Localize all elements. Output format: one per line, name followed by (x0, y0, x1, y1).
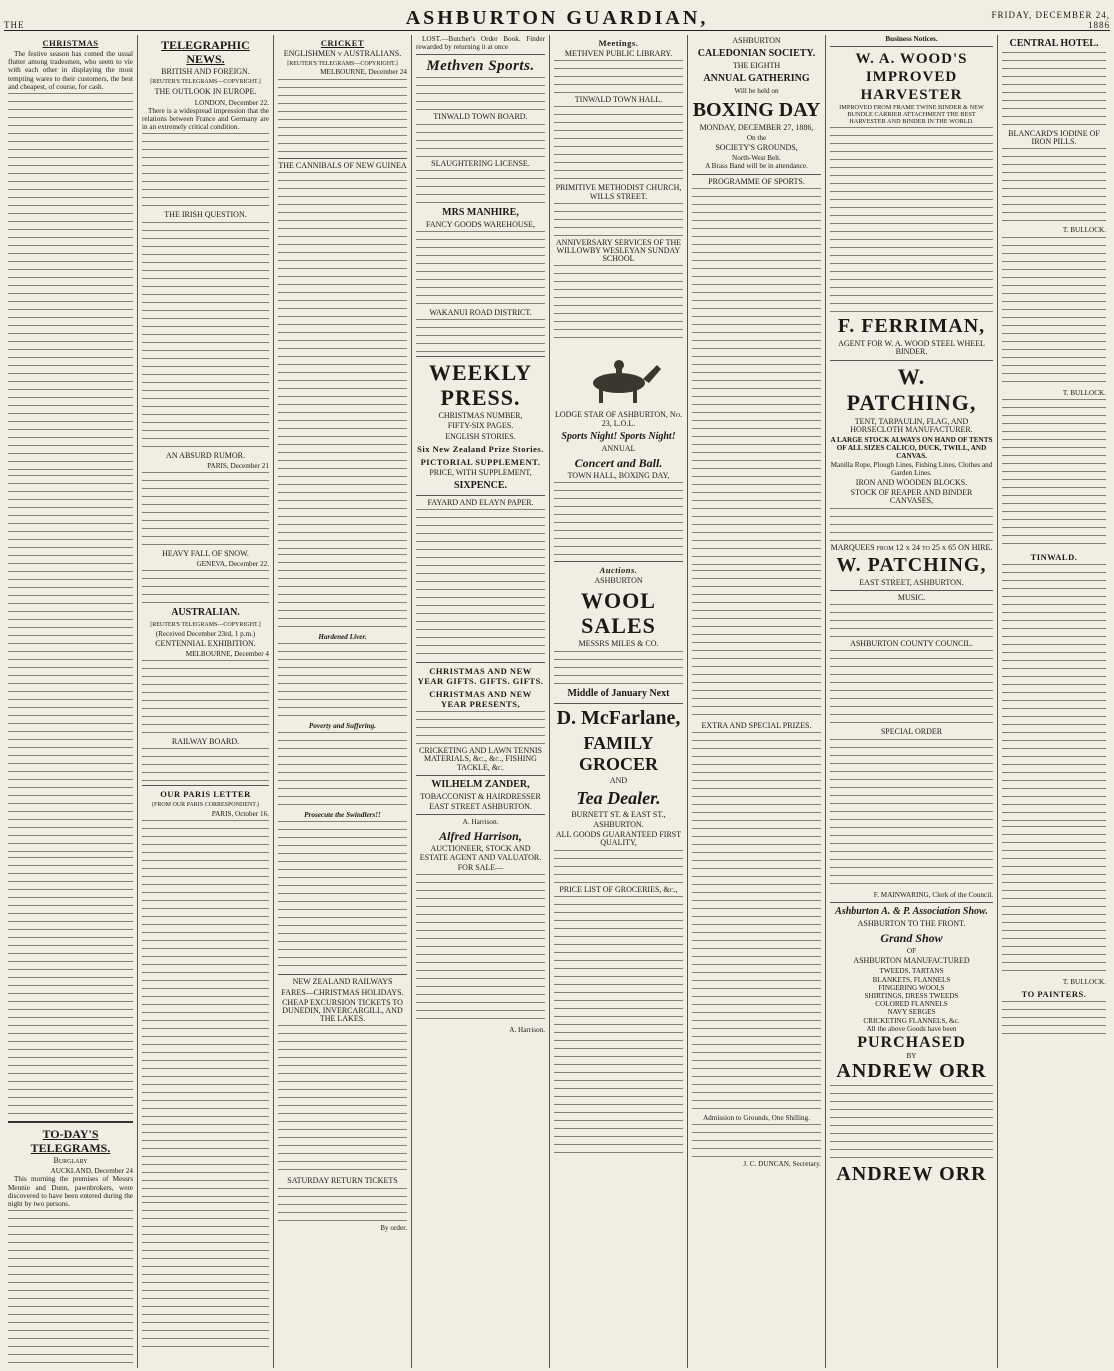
heading-absurd-rumor: AN ABSURD RUMOR. (166, 450, 245, 460)
column-7 (826, 35, 998, 1368)
subheading-burnett: BURNETT ST. & EAST ST., (571, 809, 666, 819)
subheading-manilla: Manilla Rope, Plough Lines, Fishing Lines, Clothes and Garden Lines. (830, 460, 993, 477)
heading-irish: THE IRISH QUESTION. (164, 210, 247, 220)
subheading-to-front: ASHBURTON TO THE FRONT. (857, 918, 966, 928)
masthead-title: ASHBURTON GUARDIAN, (405, 7, 709, 29)
body-text (416, 509, 545, 659)
subheading-miles: MESSRS MILES & CO. (578, 639, 659, 649)
heading-paris-letter: OUR PARIS LETTER (160, 789, 251, 800)
heading-association: Ashburton A. & P. Association Show. (835, 905, 988, 917)
heading-caledonian: CALEDONIAN SOCIETY. (697, 48, 816, 60)
subheading-for-sale: FOR SALE— (457, 862, 504, 872)
heading-andrew-orr: ANDREW ORR (836, 1060, 987, 1083)
column-1 (4, 35, 138, 1368)
subheading-will-be: Will be held on (734, 87, 779, 96)
divider (830, 46, 993, 47)
heading-tinwald: TINWALD. (1030, 551, 1078, 562)
body-text (8, 1210, 133, 1368)
body-text (1002, 148, 1106, 224)
brass-band-note: A Brass Band will be in attendance. (705, 162, 808, 171)
dateline: AUCKLAND, December 24 (50, 1167, 133, 1176)
heading-fayard: FAYARD AND ELAYN PAPER. (427, 498, 534, 508)
programme-list (692, 570, 821, 720)
column-8 (998, 35, 1110, 1368)
subheading-all-goods: ALL GOODS GUARANTEED FIRST QUALITY, (555, 830, 682, 848)
heading-extra-prizes: EXTRA AND SPECIAL PRIZES. (701, 720, 812, 730)
divider (830, 360, 993, 361)
body-text (142, 570, 269, 604)
heading-lodge: LODGE STAR OF ASHBURTON, No. 23, L.O.L. (554, 410, 683, 428)
subheading-ashburton-2: ASHBURTON. (593, 820, 644, 830)
signature-bullock-3: T. BULLOCK. (1062, 977, 1106, 986)
subheading-middle-january: Middle of January Next (567, 687, 670, 699)
heading-poverty: Poverty and Suffering. (308, 722, 377, 731)
heading-gifts: CHRISTMAS AND NEW YEAR GIFTS. GIFTS. GIFTS. (417, 666, 544, 687)
body-text (554, 106, 683, 182)
body-text (416, 170, 545, 204)
body-text (278, 732, 407, 808)
body-text (416, 874, 545, 1024)
subheading-presents: CHRISTMAS AND NEW YEAR PRESENTS, (429, 689, 532, 710)
subheading-burglary: Burglary (53, 1156, 88, 1166)
body-text (142, 1202, 269, 1352)
subheading-north-west: North-West Belt. (732, 154, 781, 163)
subheading-manufactured: ASHBURTON MANUFACTURED (853, 956, 970, 966)
body-text (554, 60, 683, 94)
body-text (554, 203, 683, 237)
heading-cannibals: THE CANNIBALS OF NEW GUINEA (278, 160, 407, 170)
subheading-ashburton: ASHBURTON (732, 36, 781, 45)
subheading-grounds: SOCIETY'S GROUNDS, (715, 143, 798, 153)
heading-alfred-harrison: Alfred Harrison, (439, 829, 522, 844)
heading-hardened-liver: Hardened Liver. (318, 632, 367, 641)
divider (554, 703, 683, 704)
heading-tinwald-board: TINWALD TOWN BOARD. (433, 112, 528, 122)
telegrams-text: This morning the premises of Messrs Mennie and Dunn, pawnbrokers, were discovered to have been entered during the night by two persons. (8, 1175, 133, 1209)
column-5 (550, 35, 688, 1368)
list-item: COLORED FLANNELS (875, 1000, 948, 1009)
subheading-east-street: EAST STREET ASHBURTON. (429, 802, 532, 812)
divider (830, 902, 993, 903)
column-4 (412, 35, 550, 1368)
subheading-tinwald-hall: TINWALD TOWN HALL. (574, 95, 663, 105)
body-text (142, 820, 269, 1200)
column-2 (138, 35, 274, 1368)
heading-purchased: PURCHASED (857, 1034, 966, 1052)
body-text (278, 821, 407, 971)
subheading-monday: MONDAY, DECEMBER 27, 1886, (699, 122, 814, 132)
heading-railway-board: RAILWAY BOARD. (171, 737, 240, 747)
body-text (554, 651, 683, 685)
dateline-paris-2: PARIS, October 16. (211, 809, 269, 818)
heading-snow: HEAVY FALL OF SNOW. (162, 549, 249, 559)
list-item: TWEEDS, TARTANS (879, 967, 944, 976)
body-text (416, 124, 545, 158)
heading-family-grocer: FAMILY GROCER (578, 732, 658, 774)
body-text (416, 231, 545, 307)
body-text (416, 77, 545, 111)
subheading-auctioneer: AUCTIONEER, STOCK AND ESTATE AGENT AND VALUATOR. (419, 844, 542, 862)
subheading-six-stories: Six New Zealand Prize Stories. (417, 443, 544, 454)
body-text (416, 319, 545, 353)
subheading-agent: AGENT FOR W. A. WOOD STEEL WHEEL BINDER. (838, 339, 985, 357)
subheading-centennial: CENTENNIAL EXHIBITION. (155, 638, 256, 648)
heading-methven-sports: Methven Sports. (426, 58, 535, 75)
classified-ads (1002, 399, 1106, 549)
harrison-top: A. Harrison. (462, 818, 499, 827)
heading-weekly-press: WEEKLY PRESS. (428, 360, 532, 411)
subheading-cricket: ENGLISHMEN v AUSTRALIANS. (283, 49, 402, 58)
copyright-note-2: [REUTER'S TELEGRAMS—COPYRIGHT.] (150, 622, 261, 629)
horse-rider-icon (559, 345, 679, 407)
heading-auctions: Auctions. (599, 565, 638, 576)
received-note: (Received December 23rd, 1 p.m.) (155, 629, 256, 638)
heading-programme: PROGRAMME OF SPORTS. (708, 176, 805, 186)
admission-note: Admission to Grounds, One Shilling. (702, 1114, 811, 1123)
divider (416, 662, 545, 663)
heading-methodist: PRIMITIVE METHODIST CHURCH, WILLS STREET. (555, 183, 682, 201)
heading-concert-ball: Concert and Ball. (574, 456, 663, 471)
body-text (830, 650, 993, 726)
body-text (278, 1025, 407, 1175)
subheading-east-street: EAST STREET, ASHBURTON. (859, 577, 964, 587)
columns (4, 35, 1110, 1368)
body-text (278, 1188, 407, 1222)
subheading-eighth: THE EIGHTH (732, 61, 781, 71)
divider (554, 561, 683, 562)
subheading-iron-blocks: IRON AND WOODEN BLOCKS. (855, 478, 968, 488)
subheading-methven-library: METHVEN PUBLIC LIBRARY. (564, 49, 673, 58)
body-text (554, 265, 683, 341)
subheading-reaper: STOCK OF REAPER AND BINDER CANVASES, (850, 488, 973, 506)
programme-list (692, 188, 821, 568)
masthead (4, 6, 1110, 31)
body-text (1002, 52, 1106, 128)
heading-grand-show: Grand Show (880, 931, 943, 946)
list-item: CRICKETING FLANNELS, &c. (863, 1016, 960, 1025)
heading-county-council: ASHBURTON COUNTY COUNCIL. (850, 639, 973, 649)
body-text (416, 711, 545, 745)
classified-ads (1002, 564, 1106, 824)
column-3 (274, 35, 412, 1368)
heading-telegraphic-news: TELEGRAPHIC NEWS. (161, 38, 250, 66)
divider (416, 356, 545, 357)
heading-wood-harvester: W. A. WOOD'S IMPROVED HARVESTER (855, 51, 968, 104)
body-text (142, 748, 269, 782)
subheading-marquees: MARQUEES from 12 x 24 to 25 x 65 ON HIRE. (830, 542, 993, 552)
heading-todays-telegrams: TO-DAY'S TELEGRAMS. (30, 1127, 111, 1156)
divider (692, 174, 821, 175)
heading-mcfarlane: D. McFarlane, (556, 706, 681, 729)
signature-bullock: T. BULLOCK. (1062, 226, 1106, 235)
divider (416, 495, 545, 496)
heading-sports-night: Sports Night! Sports Night! (561, 430, 676, 442)
heading-patching-2: W. PATCHING, (836, 553, 987, 576)
subheading-tent: TENT, TARPAULIN, FLAG, AND HORSECLOTH MANUFACTURER. (850, 416, 973, 434)
heading-blancard: BLANCARD'S IODINE OF IRON PILLS. (1008, 129, 1100, 147)
dateline-melbourne: MELBOURNE, December 4 (185, 650, 269, 659)
heading-zander: WILHELM ZANDER, (431, 778, 530, 790)
heading-outlook: THE OUTLOOK IN EUROPE. (154, 87, 257, 97)
heading-christmas: CHRISTMAS (42, 38, 99, 48)
body-text (278, 643, 407, 719)
heading-mrs-manhire: MRS MANHIRE, (442, 206, 519, 218)
body-text (8, 857, 133, 1117)
heading-music: MUSIC. (897, 593, 926, 603)
body-text (830, 1085, 993, 1161)
dateline-paris: PARIS, December 21 (207, 461, 269, 470)
subheading-on-the: On the (746, 133, 767, 142)
column-6 (688, 35, 826, 1368)
list-item: BLANKETS, FLANNELS (872, 975, 951, 984)
divider (416, 814, 545, 815)
masthead-left: THE (4, 20, 25, 30)
subheading-all-above: All the above Goods have been (866, 1024, 957, 1033)
body-text (278, 554, 407, 630)
signature-mainwaring: F. MAINWARING, Clerk of the Council. (873, 890, 993, 899)
body-text (278, 79, 407, 155)
masthead-date: FRIDAY, DECEMBER 24, 1886 (991, 10, 1110, 30)
subheading-cricketing: CRICKETING AND LAWN TENNIS MATERIALS, &c., &c., FISHING TACKLE, &c. (419, 746, 542, 772)
body-text (142, 133, 269, 209)
subheading-sixpence: SIXPENCE. (453, 480, 508, 492)
body-text (830, 604, 993, 638)
body-text (554, 482, 683, 558)
outlook-text: There is a widespread impression that the relations between France and Germany are in an extremely critical condition. (142, 106, 269, 132)
business-notices-title: Business Notices. (885, 35, 938, 43)
from-note: (FROM OUR PARIS CORRESPONDENT.) (151, 802, 260, 809)
subheading-ashburton: ASHBURTON (594, 576, 643, 586)
heading-meetings: Meetings. (598, 38, 639, 48)
body-text (142, 374, 269, 450)
signature: A. Harrison. (509, 1026, 545, 1035)
body-text (692, 1124, 821, 1158)
list-item: SHIRTINGS, DRESS TWEEDS (864, 992, 959, 1001)
dateline-melbourne: MELBOURNE, December 24 (320, 68, 407, 77)
heading-prosecute: Prosecute the Swindlers!! (304, 811, 381, 820)
body-text (8, 475, 133, 855)
body-text (830, 739, 993, 889)
subheading-christmas-number: CHRISTMAS NUMBER, (438, 411, 523, 421)
heading-cricket: CRICKET (320, 38, 365, 48)
subheading-price: PRICE, WITH SUPPLEMENT, (429, 467, 532, 477)
heading-anniversary: ANNIVERSARY SERVICES OF THE WILLOWBY WESLEYAN SUNDAY SCHOOL (555, 237, 682, 264)
subheading-fancy-goods: FANCY GOODS WAREHOUSE, (426, 219, 535, 229)
subheading-annual: ANNUAL (601, 443, 636, 453)
subheading-price-list: PRICE LIST OF GROCERIES, &c., (559, 884, 678, 894)
subheading-of: OF (906, 947, 917, 956)
body-text (554, 850, 683, 884)
signature-bullock-2: T. BULLOCK. (1062, 388, 1106, 397)
subheading-wood: IMPROVED FROM FRAME TWINE BINDER & NEW BUNDLE CARRIER ATTACHMENT THE BEST HARVESTER AND BINDER IN THE WORLD. (839, 104, 984, 126)
heading-central-hotel: CENTRAL HOTEL. (1009, 38, 1099, 49)
subheading-tobacconist: TOBACCONIST & HAIRDRESSER (420, 791, 541, 801)
heading-wool-sales: WOOL SALES (581, 588, 656, 639)
lodge-emblem (559, 345, 679, 407)
classified-ads (1002, 826, 1106, 976)
list-item: FINGERING WOOLS (878, 983, 945, 992)
body-text (142, 222, 269, 372)
heading-andrew-orr-2: ANDREW ORR (836, 1163, 987, 1186)
heading-patching: W. PATCHING, (846, 363, 977, 415)
divider (278, 158, 407, 159)
lost-notice: LOST.—Butcher's Order Book. Finder rewarded by returning it at once (416, 35, 545, 52)
signature: By order. (380, 1223, 407, 1232)
body-text (142, 472, 269, 548)
classified-ads (1002, 1001, 1106, 1035)
subheading-english: ENGLISH STORIES. (445, 431, 516, 441)
divider (278, 974, 407, 975)
body-text (142, 660, 269, 736)
divider (416, 775, 545, 776)
subheading-fifty-six: FIFTY-SIX PAGES. (447, 421, 514, 431)
divider (8, 1121, 133, 1123)
price-list (554, 896, 683, 1156)
body-text (830, 279, 993, 313)
christmas-intro: The festive season has comed the usual flutter among tradesmen, who seem to vie with each other in displaying the most tempting wares to their customers, the best and cheapest, of course, for cash. (8, 50, 133, 91)
features-list (830, 127, 993, 277)
copyright-note: [REUTER'S TELEGRAMS—COPYRIGHT.] (287, 61, 398, 68)
copyright-note: [REUTER'S TELEGRAMS—COPYRIGHT.] (150, 79, 261, 86)
divider (416, 54, 545, 55)
divider (830, 590, 993, 591)
subheading-large-stock: A LARGE STOCK ALWAYS ON HAND OF TENTS OF ALL SIZES CALICO, DUCK, TWILL, AND CANVAS. (830, 436, 993, 461)
body-text (830, 508, 993, 542)
subheading-annual-gathering: ANNUAL GATHERING (703, 73, 810, 85)
heading-boxing-day: BOXING DAY (692, 98, 821, 121)
subheading-excursion: CHEAP EXCURSION TICKETS TO DUNEDIN, INVERCARGILL, AND THE LAKES. (282, 997, 403, 1024)
subheading-fares: FARES—CHRISTMAS HOLIDAYS. (281, 987, 404, 997)
subheading-saturday: SATURDAY RETURN TICKETS (287, 1176, 398, 1186)
subheading-british: BRITISH AND FOREIGN. (161, 67, 250, 76)
body-text (8, 93, 133, 473)
subheading-by: BY (906, 1052, 917, 1061)
prizes-list (692, 732, 821, 1112)
divider (142, 785, 269, 786)
heading-nz-railways: NEW ZEALAND RAILWAYS (292, 977, 393, 987)
dateline-geneva: GENEVA, December 22. (196, 560, 269, 569)
subheading-and: AND (609, 775, 628, 785)
heading-wakanui: WAKANUI ROAD DISTRICT. (429, 308, 532, 318)
subheading-special-order: SPECIAL ORDER (880, 727, 943, 737)
dateline-london: LONDON, December 22. (194, 98, 269, 107)
signature: J. C. DUNCAN, Secretary. (743, 1160, 821, 1169)
heading-slaughtering: SLAUGHTERING LICENSE. (431, 158, 530, 168)
heading-tea-dealer: Tea Dealer. (576, 787, 661, 808)
heading-australian: AUSTRALIAN. (171, 607, 240, 619)
body-text (278, 172, 407, 552)
subheading-town-hall: TOWN HALL, BOXING DAY, (567, 471, 670, 481)
heading-painters: TO PAINTERS. (1021, 989, 1087, 1000)
classified-ads (1002, 237, 1106, 387)
heading-ferriman: F. FERRIMAN, (837, 315, 986, 338)
list-item: NAVY SERGES (887, 1008, 936, 1017)
subheading-pictorial: PICTORIAL SUPPLEMENT. (420, 456, 541, 467)
